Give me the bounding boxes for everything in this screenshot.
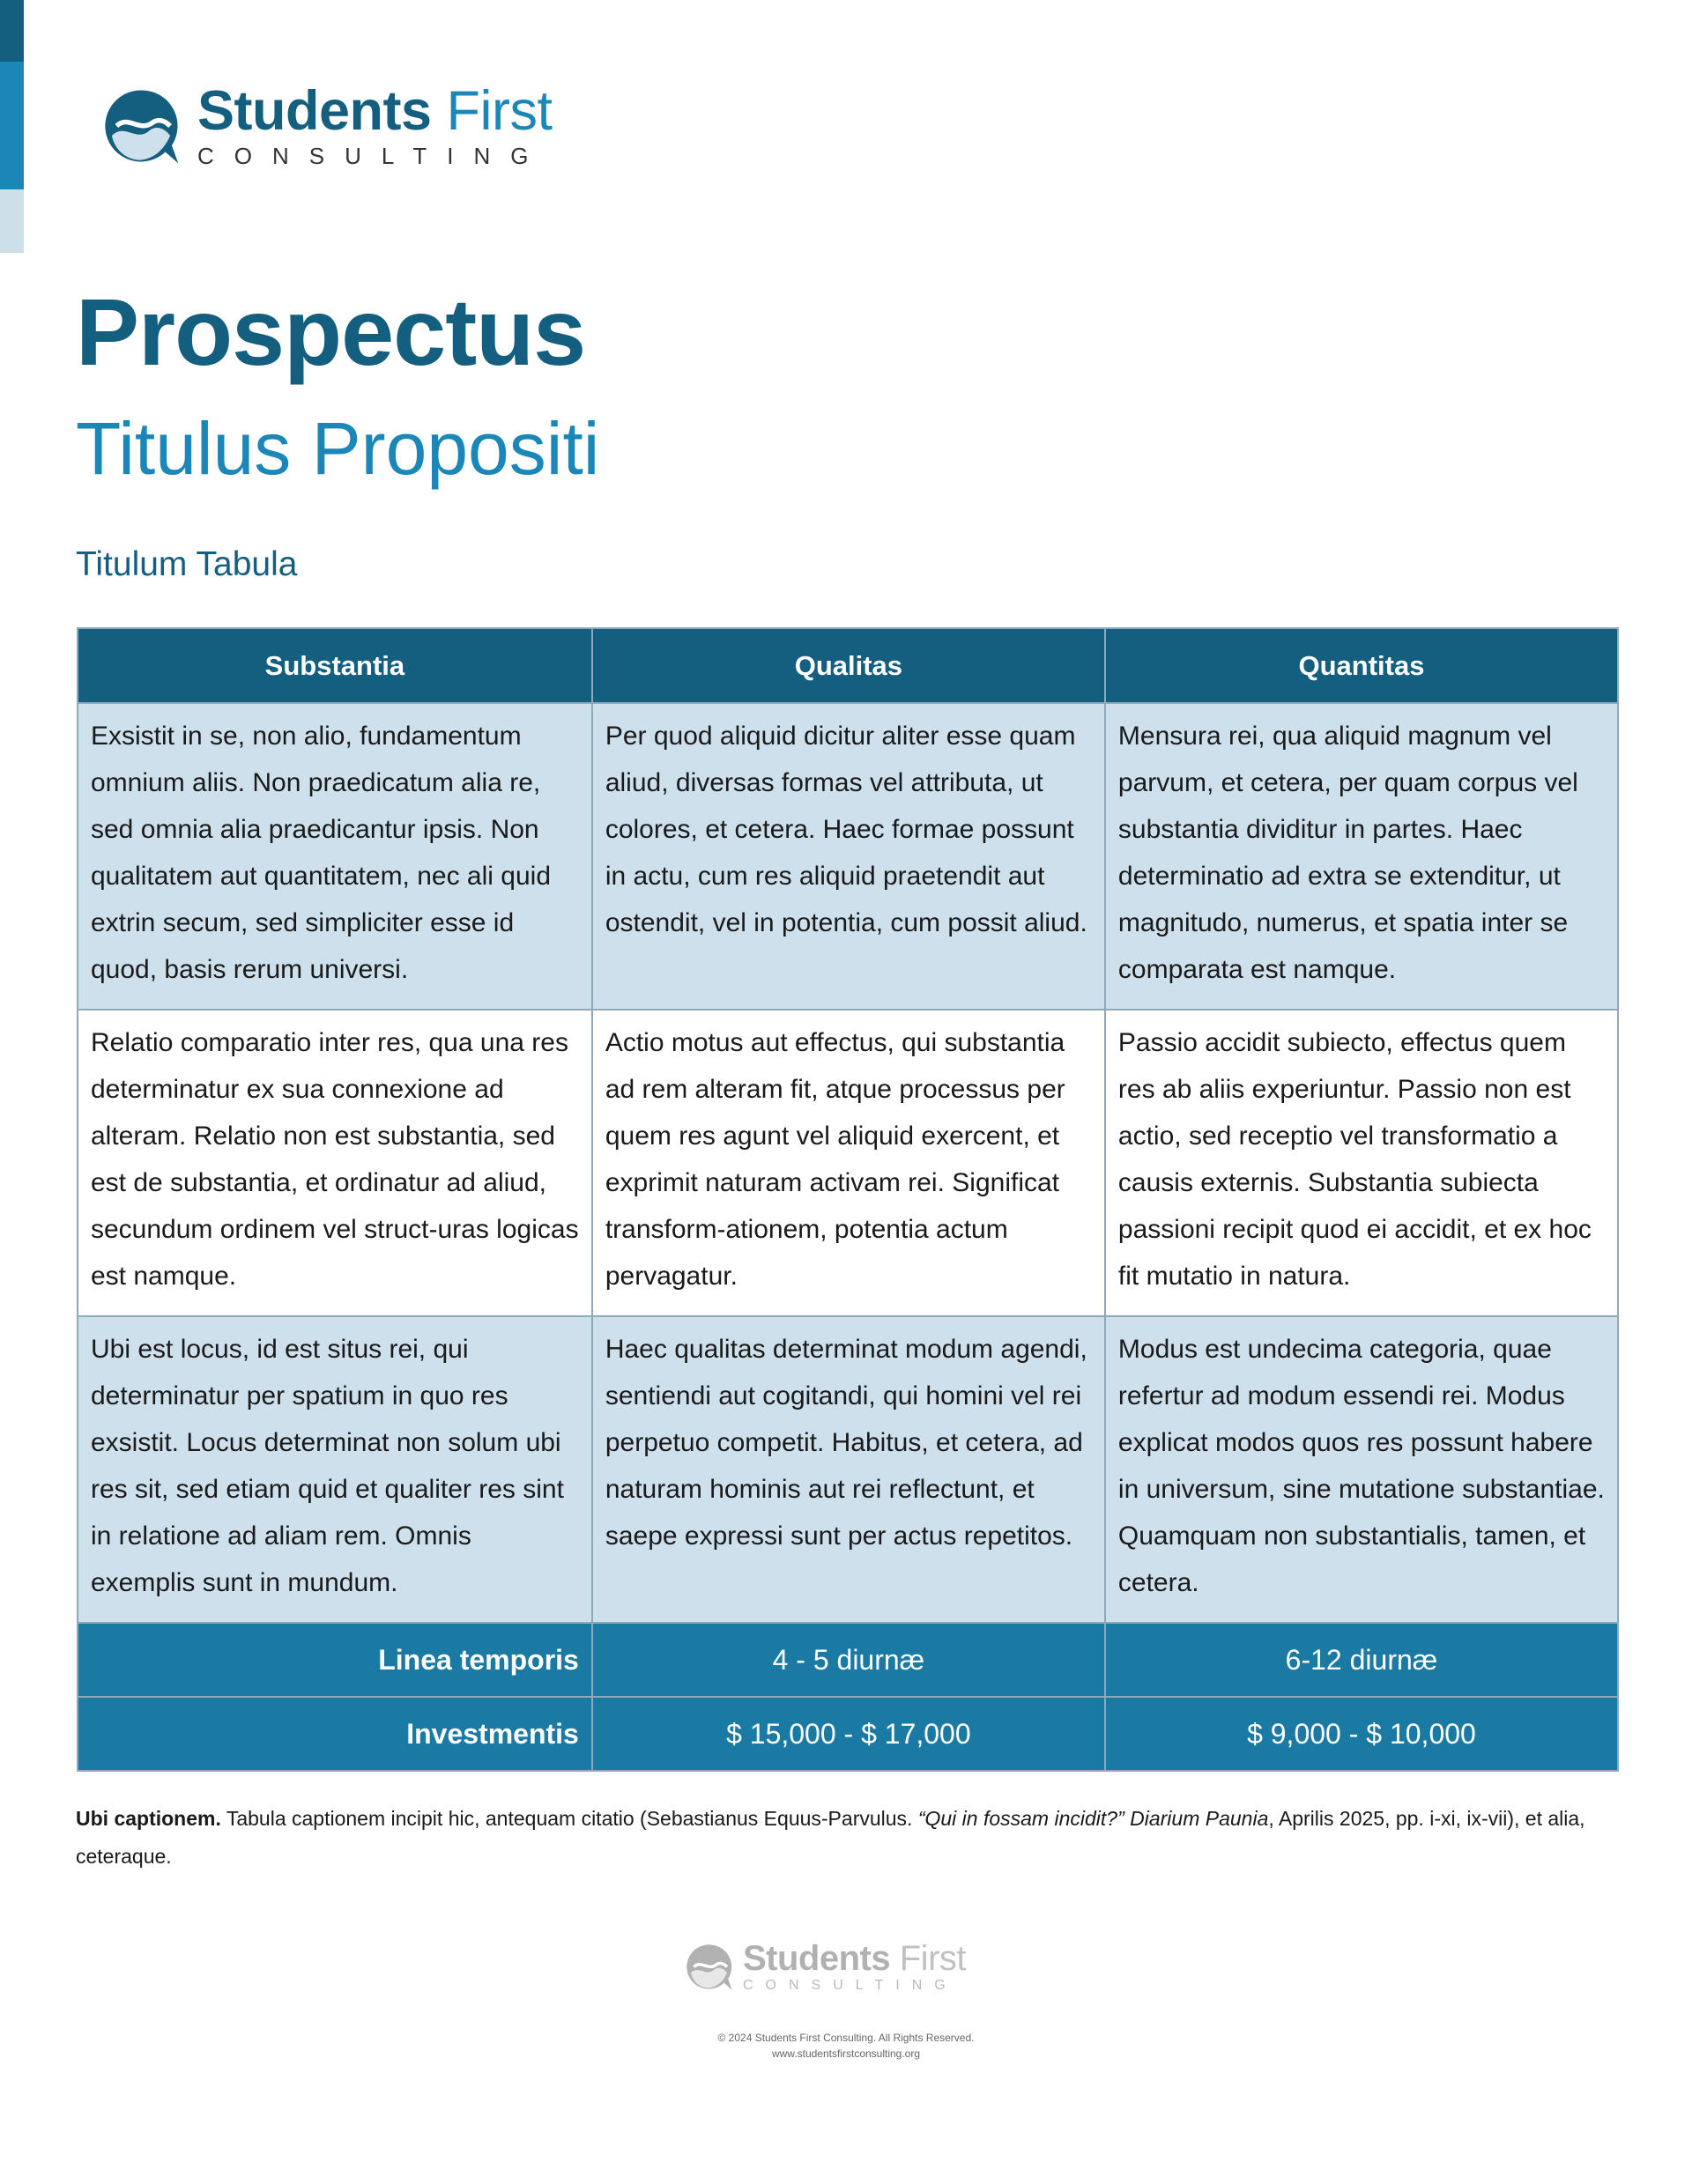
side-accent-bar-dark [0,0,24,62]
timeline-label: Linea temporis [78,1623,592,1697]
timeline-row [78,1623,1618,1697]
table-cell: Mensura rei, qua aliquid magnum vel parvum, et cetera, per quam corpus vel substantia dividitur in partes. Haec determinatio ad extra se extenditur, ut magnitudo, numerus, et spatia inter se comparata est namque. [1105,703,1618,1010]
table-row [78,1010,1618,1316]
table-cell: Modus est undecima categoria, quae refertur ad modum essendi rei. Modus explicat modos quos res possunt habere in universum, sine mutatione substantiae. Quamquam non substantialis, tamen, et cetera. [1105,1316,1618,1623]
caption-lead: Ubi captionem. [76,1807,221,1830]
table-row [78,703,1618,1010]
table-cell: Passio accidit subiecto, effectus quem res ab aliis experiuntur. Passio non est actio, sed receptio vel transformatio a causis externis. Substantia subiecta passioni recipit quod ei accidit, et ex hoc fit mutatio in natura. [1105,1010,1618,1316]
table-title: Titulum Tabula [76,545,298,583]
footer-logo-icon [684,1942,734,1992]
table-caption [76,1800,1620,1876]
header-cell-qualitas: Qualitas [592,628,1105,703]
table-cell: Haec qualitas determinat modum agendi, sentiendi aut cogitandi, qui homini vel rei perpetuo competit. Habitus, et cetera, ad naturam hominis aut rei reflectunt, et saepe expressi sunt per actus repetitos. [592,1316,1105,1623]
logo-subtitle: CONSULTING [197,143,549,169]
table-cell: Actio motus aut effectus, qui substantia ad rem alteram fit, atque processus per quem res agunt vel aliquid exercent, et exprimit naturam activam rei. Significat transform-ationem, potentia actum pervagatur. [592,1010,1105,1316]
copyright-block [0,2030,1692,2062]
caption-citation: “Qui in fossam incidit?” Diarium Paunia [917,1807,1269,1830]
page-subtitle: Titulus Propositi [76,407,600,490]
logo-name: Students First [197,80,553,142]
timeline-value: 4 - 5 diurnæ [592,1623,1105,1697]
side-accent-bar-light [0,189,24,253]
logo-icon [100,85,182,167]
website-url: www.studentsfirstconsulting.org [771,2047,921,2060]
footer-logo [684,1941,966,1993]
investment-value: $ 15,000 - $ 17,000 [592,1697,1105,1771]
footer-logo-subtitle: CONSULTING [743,1978,958,1993]
copyright-text: © 2024 Students First Consulting. All Rights Reserved. [717,2032,975,2044]
table-cell: Per quod aliquid dicitur aliter esse quam aliud, diversas formas vel attributa, ut colores, et cetera. Haec formae possunt in actu, cum res aliquid praetendit aut ostendit, vel in potentia, cum possit aliud. [592,703,1105,1010]
prospectus-table [77,627,1619,1772]
footer-logo-name: Students First [743,1939,967,1978]
header-logo [100,80,553,169]
timeline-value: 6-12 diurnæ [1105,1623,1618,1697]
table-cell: Ubi est locus, id est situs rei, qui determinatur per spatium in quo res exsistit. Locus determinat non solum ubi res sit, sed etiam quid et qualiter res sint in relatione ad aliam rem. Omnis exemplis sunt in mundum. [78,1316,592,1623]
table-row [78,1316,1618,1623]
side-accent-bar-mid [0,62,24,189]
table-header-row [78,628,1618,703]
caption-text: Tabula captionem incipit hic, antequam citatio (Sebastianus Equus-Parvulus. [220,1807,918,1830]
caption-text-end: , Aprilis 2025, pp. i-xi, ix-vii), et alia, ceteraque. [76,1807,1585,1868]
table-cell: Relatio comparatio inter res, qua una res determinatur ex sua connexione ad alteram. Relatio non est substantia, sed est de substantia, et ordinatur ad aliud, secundum ordinem vel struct-uras logicas est namque. [78,1010,592,1316]
investment-label: Investmentis [78,1697,592,1771]
header-cell-substantia: Substantia [78,628,592,703]
investment-row [78,1697,1618,1771]
investment-value: $ 9,000 - $ 10,000 [1105,1697,1618,1771]
header-cell-quantitas: Quantitas [1105,628,1618,703]
table-cell: Exsistit in se, non alio, fundamentum omnium aliis. Non praedicatum alia re, sed omnia alia praedicantur ipsis. Non qualitatem aut quantitatem, nec ali quid extrin secum, sed simpliciter esse id quod, basis rerum universi. [78,703,592,1010]
page-title: Prospectus [76,278,586,385]
